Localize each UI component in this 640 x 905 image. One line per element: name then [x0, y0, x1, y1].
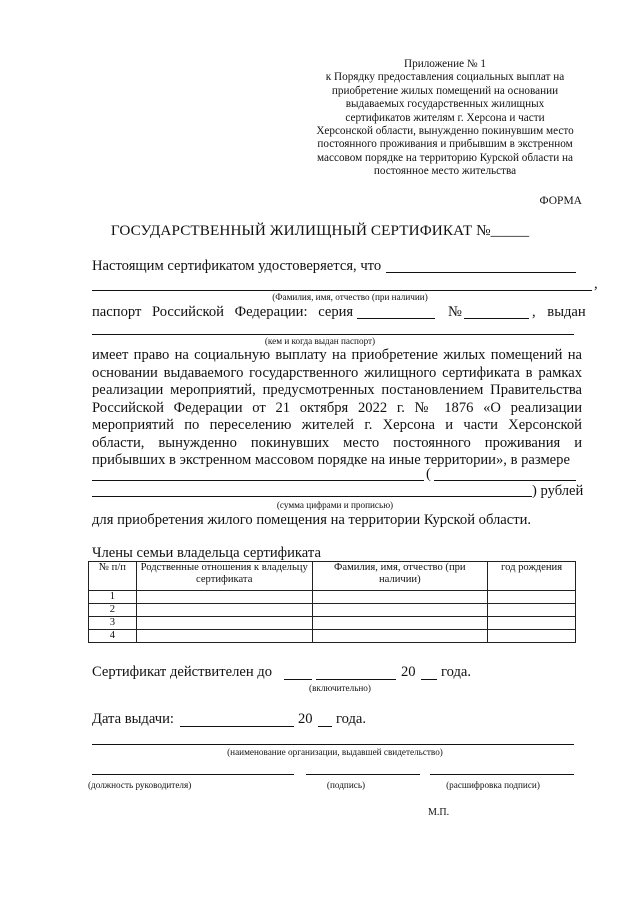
issue-year-field[interactable]	[318, 726, 332, 727]
fio-cell[interactable]	[312, 617, 488, 630]
passport-number-sign: №	[448, 304, 462, 320]
appendix-line: Херсонской области, вынужденно покинувшим место	[316, 125, 574, 138]
organization-field[interactable]	[92, 744, 574, 745]
valid-caption: (включительно)	[309, 683, 371, 693]
issue-year-prefix: 20	[298, 711, 313, 727]
signature-field[interactable]	[306, 774, 420, 775]
passport-series-field[interactable]	[357, 318, 435, 319]
appendix-line: постоянное место жительства	[373, 165, 517, 178]
table-row	[89, 617, 576, 630]
passport-issued: , выдан	[532, 304, 586, 320]
certify-text: Настоящим сертификатом удостоверяется, что	[92, 258, 382, 274]
comma: ,	[594, 276, 598, 292]
passport-number-field[interactable]	[464, 318, 529, 319]
decoding-caption: (расшифровка подписи)	[446, 780, 540, 790]
fio-caption: (Фамилия, имя, отчество (при наличии)	[272, 292, 428, 302]
fio-cell[interactable]	[312, 630, 488, 643]
stamp-place: М.П.	[428, 807, 450, 818]
valid-text: Сертификат действителен до	[92, 664, 273, 680]
passport-caption: (кем и когда выдан паспорт)	[264, 336, 376, 346]
relation-cell[interactable]	[136, 630, 312, 643]
row-number: 1	[89, 591, 137, 604]
issue-date-label: Дата выдачи:	[92, 711, 174, 727]
fio-cell[interactable]	[312, 591, 488, 604]
organization-caption: (наименование организации, выдавшей свидетельство)	[227, 747, 443, 757]
appendix-line: к Порядку предоставления социальных выплат на	[325, 71, 565, 84]
issue-year-suffix: года.	[336, 711, 367, 727]
purpose-text: для приобретения жилого помещения на территории Курской области.	[92, 512, 532, 528]
table-row	[89, 630, 576, 643]
family-heading: Члены семьи владельца сертификата	[92, 545, 321, 561]
appendix-line: приобретение жилых помещений на основании	[331, 84, 559, 97]
appendix-line: сертификатов жителям г. Херсона и части	[345, 111, 545, 124]
appendix-header	[300, 58, 590, 179]
amount-field-1[interactable]	[92, 480, 424, 481]
amount-caption: (сумма цифрами и прописью)	[276, 500, 394, 510]
relation-cell[interactable]	[136, 617, 312, 630]
holder-name-field-2[interactable]	[92, 290, 592, 291]
row-number: 4	[89, 630, 137, 643]
amount-field-3[interactable]	[92, 496, 532, 497]
relation-cell[interactable]	[136, 604, 312, 617]
row-number: 3	[89, 617, 137, 630]
relation-cell[interactable]	[136, 591, 312, 604]
position-caption: (должность руководителя)	[88, 780, 192, 790]
column-header: № п/п	[89, 562, 137, 591]
issue-date-field[interactable]	[180, 726, 294, 727]
appendix-line: постоянного проживания и прибывшим в экстренном	[317, 138, 573, 151]
table-header-row	[89, 562, 576, 591]
entitlement-paragraph: имеет право на социальную выплату на приобретение жилых помещений на основании выдаваемого государственного жилищного сертификата в рамках реализации мероприятий, предусмотренных постановлением Правительства Российской Федерации от 21 октября 2022 г. № 1876 «О реализации мероприятий по переселению жителей г. Херсона и части Херсонской области, вынужденно покинувших место постоянного проживания и прибывших в экстренном массовом порядке на иные территории», в размере	[92, 347, 582, 468]
appendix-line: выдаваемых государственных жилищных	[345, 98, 545, 111]
birth-year-cell[interactable]	[488, 604, 576, 617]
birth-year-cell[interactable]	[488, 617, 576, 630]
birth-year-cell[interactable]	[488, 630, 576, 643]
valid-year-field[interactable]	[421, 679, 437, 680]
family-table	[88, 561, 576, 643]
column-header: год рождения	[488, 562, 576, 591]
passport-label: паспорт Российской Федерации: серия	[92, 304, 354, 320]
valid-year-suffix: года.	[441, 664, 472, 680]
amount-field-2[interactable]	[434, 480, 576, 481]
appendix-line: Приложение № 1	[404, 58, 486, 70]
column-header: Родственные отношения к владельцу сертификата	[136, 562, 312, 591]
signature-caption: (подпись)	[326, 780, 366, 790]
fio-cell[interactable]	[312, 604, 488, 617]
table-row	[89, 604, 576, 617]
amount-rubles: ) рублей	[532, 483, 584, 499]
decoding-field[interactable]	[430, 774, 574, 775]
appendix-line: массовом порядке на территорию Курской области на	[317, 151, 573, 164]
document-title: ГОСУДАРСТВЕННЫЙ ЖИЛИЩНЫЙ СЕРТИФИКАТ №_____	[110, 222, 530, 239]
valid-day-field[interactable]	[284, 679, 312, 680]
holder-name-field[interactable]	[386, 272, 576, 273]
position-field[interactable]	[92, 774, 294, 775]
row-number: 2	[89, 604, 137, 617]
passport-issuer-field[interactable]	[92, 334, 574, 335]
form-label: ФОРМА	[539, 195, 582, 207]
column-header: Фамилия, имя, отчество (при наличии)	[312, 562, 488, 591]
valid-year-prefix: 20	[401, 664, 416, 680]
valid-month-field[interactable]	[316, 679, 396, 680]
amount-open-paren: (	[426, 466, 431, 482]
birth-year-cell[interactable]	[488, 591, 576, 604]
table-row	[89, 591, 576, 604]
